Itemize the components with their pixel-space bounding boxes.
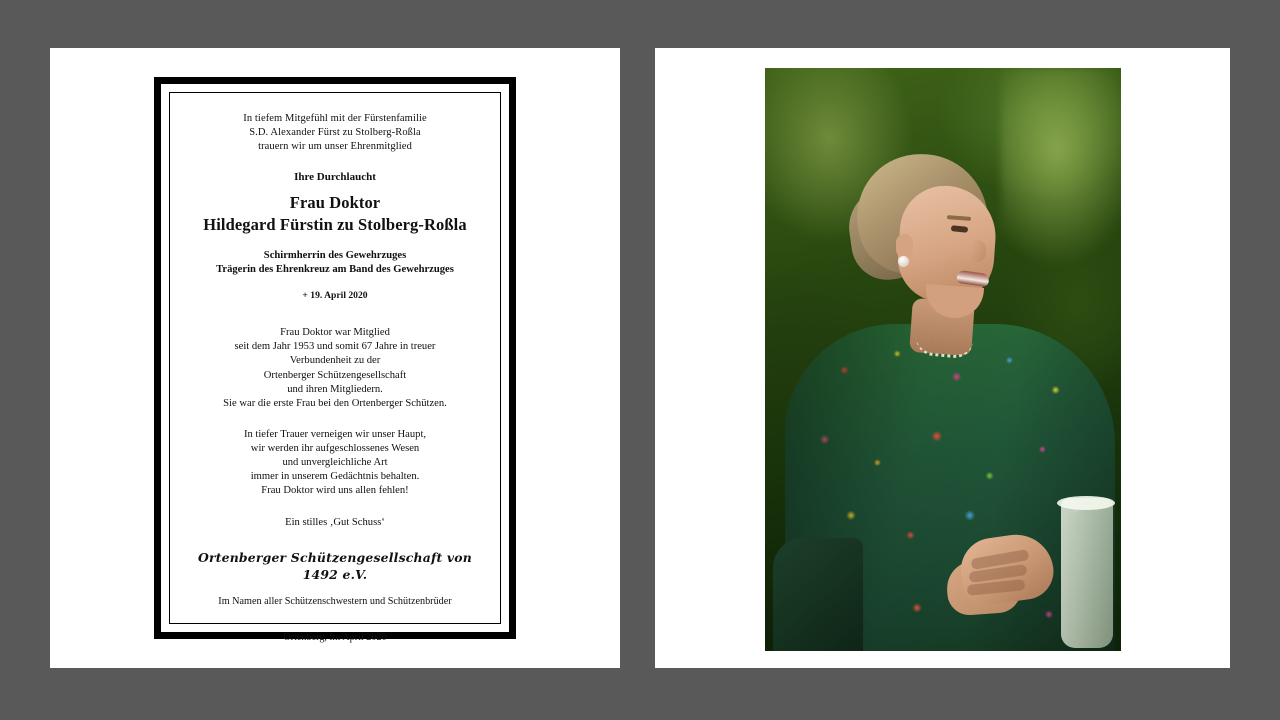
obituary-body-second-line-5: Frau Doktor wird uns allen fehlen! xyxy=(261,485,409,497)
obituary-intro-line-3: trauern wir um unser Ehrenmitglied xyxy=(258,140,412,152)
obituary-body-second-line-4: immer in unserem Gedächtnis behalten. xyxy=(250,470,420,482)
obituary-honorific: Ihre Durchlaucht xyxy=(294,170,376,183)
obituary-closing-wish: Ein stilles ‚Gut Schuss‘ xyxy=(285,517,385,529)
subject-glass-rim xyxy=(1057,496,1115,510)
obituary-body-first-line-1: Frau Doktor war Mitglied xyxy=(280,327,390,339)
obituary-death-date: + 19. April 2020 xyxy=(302,289,368,301)
obituary-body-second-line-3: und unvergleichliche Art xyxy=(282,456,388,468)
left-card xyxy=(50,48,620,668)
obituary-name xyxy=(188,192,482,236)
portrait-photograph xyxy=(765,68,1121,651)
subject-drinking-glass xyxy=(1061,498,1113,648)
obituary-name-line-2: Hildegard Fürstin zu Stolberg-Roßla xyxy=(203,215,467,235)
obituary-signatories: Im Namen aller Schützenschwestern und Schützenbrüder xyxy=(218,596,452,608)
obituary-body-first-line-6: Sie war die erste Frau bei den Ortenberger Schützen. xyxy=(223,397,447,409)
subject-pearl-earring xyxy=(898,256,909,267)
obituary-notice xyxy=(154,77,516,643)
obituary-body-first-line-4: Ortenberger Schützengesellschaft xyxy=(263,369,407,381)
photo-subject xyxy=(765,68,1121,651)
obituary-role-line-1: Schirmherrin des Gewehrzuges xyxy=(263,250,407,262)
subject-ear xyxy=(896,234,913,258)
obituary-role-line-2: Trägerin des Ehrenkreuz am Band des Gewehrzuges xyxy=(216,264,454,276)
obituary-intro-line-2: S.D. Alexander Fürst zu Stolberg-Roßla xyxy=(249,126,421,138)
obituary-organisation: Ortenberger Schützengesellschaft von 1492 e.V. xyxy=(198,550,472,582)
obituary-body-first-line-3: Verbundenheit zu der xyxy=(289,355,381,367)
right-card xyxy=(655,48,1230,668)
obituary-place-date: Ortenberg, im April 2020 xyxy=(283,631,387,643)
subject-nose xyxy=(970,240,986,262)
obituary-name-line-1: Frau Doktor xyxy=(289,193,381,213)
obituary-body-second-line-1: In tiefer Trauer verneigen wir unser Haupt, xyxy=(243,428,427,440)
obituary-inner-frame xyxy=(169,92,501,643)
obituary-intro-line-1: In tiefem Mitgefühl mit der Fürstenfamilie xyxy=(243,113,427,124)
obituary-roles xyxy=(188,249,482,277)
obituary-intro xyxy=(188,112,482,154)
obituary-body-first-line-2: seit dem Jahr 1953 und somit 67 Jahre in treuer xyxy=(234,341,436,353)
obituary-body-second xyxy=(188,428,482,498)
obituary-body-first xyxy=(188,326,482,410)
subject-left-shoulder xyxy=(773,538,863,651)
obituary-body-second-line-2: wir werden ihr aufgeschlossenes Wesen xyxy=(250,442,420,454)
obituary-body-first-line-5: und ihren Mitgliedern. xyxy=(287,383,383,395)
